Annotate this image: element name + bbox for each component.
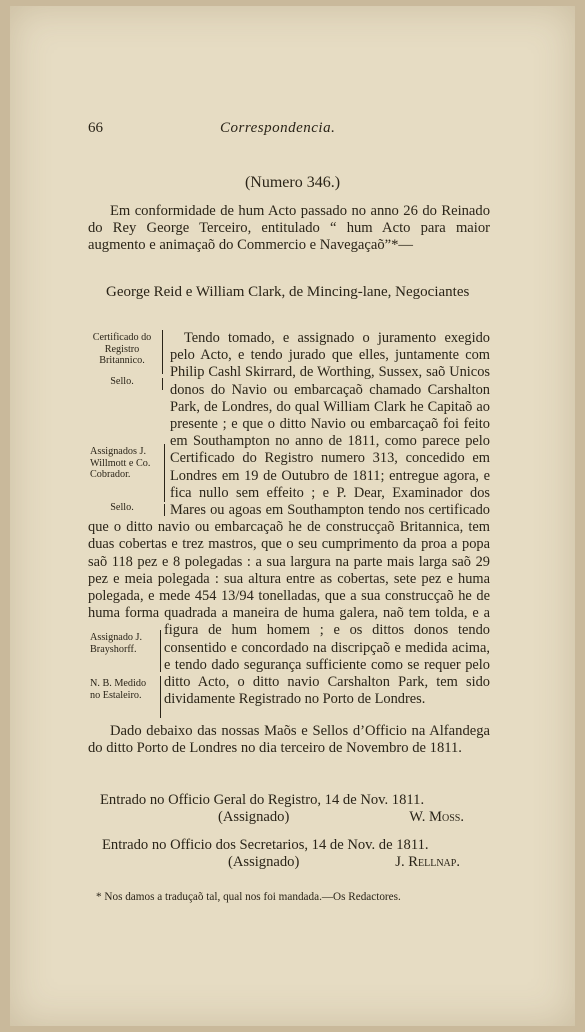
margin-note-certificado: Certificado do Registro Britannico. bbox=[92, 332, 152, 366]
intro-paragraph: Em conformidade de hum Acto passado no anno 26 do Reinado do Rey George Terceiro, entitulado “ hum Acto para maior augmento e animaçaõ do Commercio e Navegaçaõ”*— bbox=[88, 203, 490, 254]
document-number-title: (Numero 346.) bbox=[244, 174, 341, 191]
page-number: 66 bbox=[88, 120, 103, 136]
margin-spacer-top bbox=[88, 330, 170, 516]
registry-signer: J. Rellnap. bbox=[395, 854, 460, 870]
margin-note-sello-2: Sello. bbox=[110, 502, 134, 513]
registry-assignado: (Assignado) bbox=[218, 809, 290, 825]
registry-signature bbox=[88, 854, 490, 871]
registry-assignado: (Assignado) bbox=[228, 854, 300, 870]
body-paragraph bbox=[88, 330, 490, 708]
running-title: Correspondencia. bbox=[220, 120, 336, 136]
parties-line: George Reid e William Clark, de Mincing-lane, Negociantes bbox=[106, 284, 470, 300]
margin-note-assignado: Assignado J. Brayshorff. bbox=[90, 632, 143, 655]
registry-signer: W. Moss. bbox=[409, 809, 464, 825]
margin-spacer-bottom bbox=[88, 628, 164, 724]
registry-line: Entrado no Officio dos Secretarios, 14 de Nov. de 1811. bbox=[102, 837, 429, 853]
body-text: Tendo tomado, e assignado o juramento exegido pelo Acto, e tendo jurado que elles, juntamente com Philip Cashl Skirrard, de Worthing, Sussex, saõ Unicos donos do Navio ou embarcaçaõ chamado Carshalton Park, de Londres, do qual William Clark he Capitaõ ao presente ; e que o ditto Navio ou embarcaçaõ foi feito em Southampton no anno de 1811, como parece pelo Certificado do Registro numero 313, concedido em Londres em 19 de Outubro de 1811; entregue agora, e fica nullo sem effeito ; e P. Dear, Examinador dos Mares ou agoas em Southampton tendo nos certificado que o ditto navio ou embarcaçaõ he de construcçaõ Britannica, tem duas cobertas e trez mastros, que o seu cumprimento da proa a popa saõ 118 pez e 8 polegadas : a sua largura na parte mais larga saõ 29 pez e meia polegada : sua altura entre as cobertas, sete pez e huma polegada, e mede 454 13/94 tonelladas, que a sua construcçaõ he de huma forma quadrada a maneira de huma galera, naõ tem tolda, e a figura de hum homem ; e os dittos donos tendo consentido e concordado na discripçaõ e medida acima, e tendo dado segurança sufficiente como se requer pelo ditto Acto, o ditto navio Carshalton Park, tem sido dividamente Registrado no Porto de Londres. bbox=[88, 330, 490, 708]
body-block bbox=[88, 330, 490, 724]
margin-note-nb: N. B. Medido no Estaleiro. bbox=[90, 678, 147, 701]
registry-entry-1 bbox=[88, 792, 490, 826]
margin-note-assignados: Assignados J. Willmott e Co. Cobrador. bbox=[90, 446, 151, 480]
closing-paragraph: Dado debaixo das nossas Maõs e Sellos d’Officio na Alfandega do ditto Porto de Londres no dia terceiro de Novembro de 1811. bbox=[88, 723, 490, 757]
registry-entry-2 bbox=[88, 837, 490, 871]
footnote: * Nos damos a traduçaõ tal, qual nos foi mandada.—Os Redactores. bbox=[96, 891, 401, 903]
running-head bbox=[88, 120, 508, 140]
registry-line: Entrado no Officio Geral do Registro, 14 de Nov. 1811. bbox=[100, 792, 425, 808]
registry-signature bbox=[88, 809, 490, 826]
margin-note-sello: Sello. bbox=[110, 376, 134, 387]
